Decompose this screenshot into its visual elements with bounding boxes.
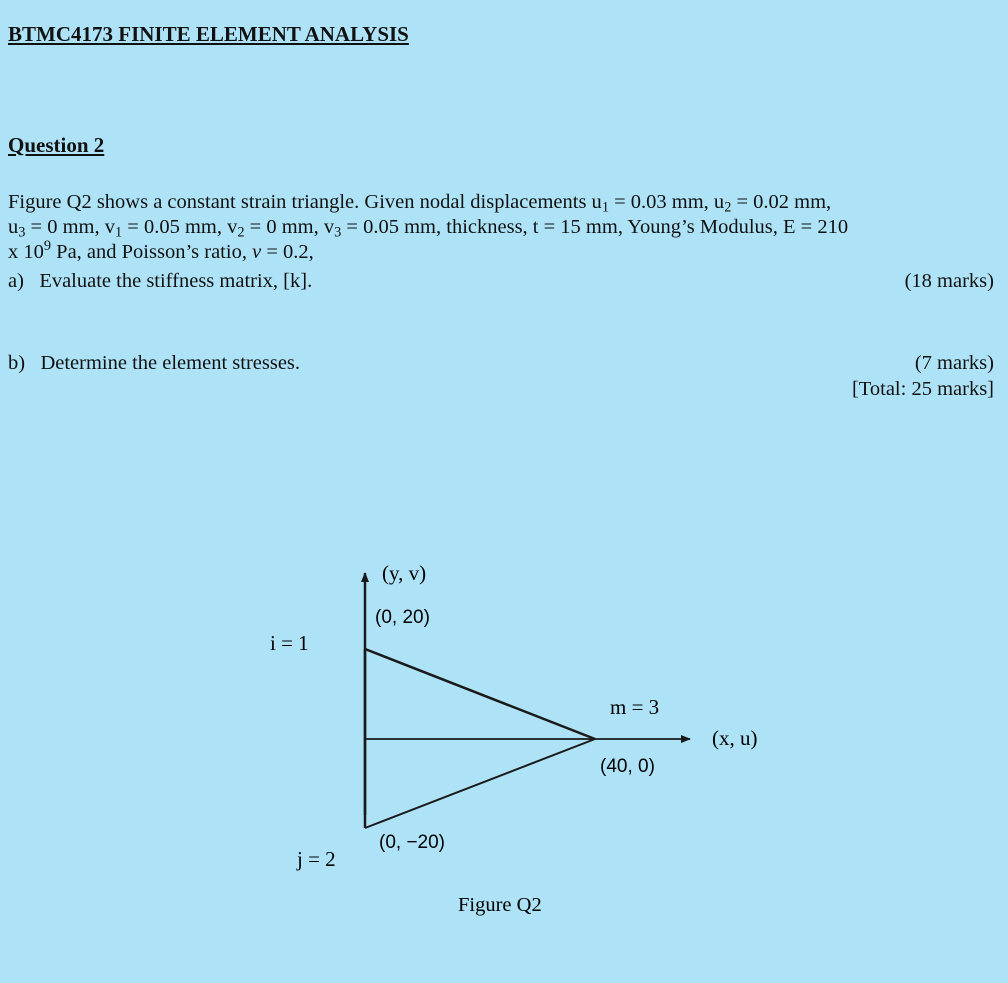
- node-i-label: i = 1: [270, 631, 309, 655]
- course-title: BTMC4173 FINITE ELEMENT ANALYSIS: [8, 22, 409, 46]
- x-axis-label: (x, u): [712, 726, 758, 750]
- intro-line-2: $u_3 = 0$ mm, $v_1 = 0.05$ mm, $v_2 = 0$ mm, $v_3 = 0.05$ mm, thickness, t = 15 mm, Young’s Modulus, E = 210: [8, 216, 849, 241]
- node-j-coord: (0, −20): [379, 832, 446, 853]
- part-a-text: Evaluate the stiffness matrix, [k].: [39, 270, 313, 292]
- triangle-edge-jm: [365, 739, 595, 828]
- part-b-marks: (7 marks): [914, 352, 994, 374]
- node-j-label: j = 2: [297, 847, 336, 871]
- node-m-coord: (40, 0): [600, 756, 655, 777]
- triangle-edge-im: [365, 649, 595, 739]
- figure-caption: Figure Q2: [458, 894, 542, 916]
- part-a-label: a): [8, 270, 24, 292]
- intro-line-3: x $10^9$ Pa, and Poisson’s ratio, ν = 0.2,: [8, 238, 314, 263]
- total-marks: [Total: 25 marks]: [851, 378, 994, 400]
- intro-line-1: Figure Q2 shows a constant strain triangle. Given nodal displacements $u_1 = 0.03$ mm, $u_2 = 0.02$ mm,: [8, 191, 832, 216]
- part-b-text: Determine the element stresses.: [40, 352, 301, 374]
- y-axis-label: (y, v): [382, 561, 427, 585]
- node-i-coord: (0, 20): [375, 607, 430, 628]
- part-a-marks: (18 marks): [904, 270, 994, 292]
- question-heading: Question 2: [8, 133, 105, 157]
- part-b-label: b): [8, 352, 26, 374]
- node-m-label: m = 3: [610, 695, 660, 719]
